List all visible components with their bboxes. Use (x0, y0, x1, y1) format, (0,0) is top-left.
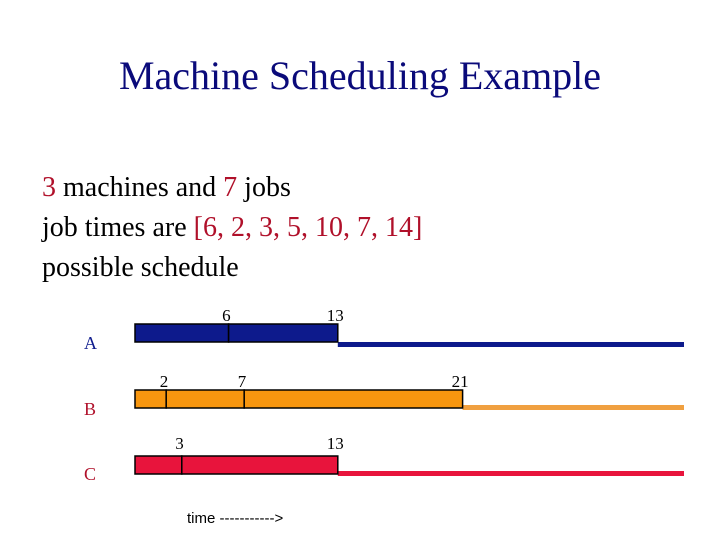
machine-c-time-label: 13 (326, 434, 344, 453)
machine-a-idle-line (338, 342, 684, 347)
machine-b-idle-line (463, 405, 684, 410)
machine-a-time-label: 13 (326, 306, 344, 325)
machine-b-label: B (84, 399, 97, 419)
machine-a-job-bar (229, 324, 338, 342)
machine-b-job-bar (244, 390, 462, 408)
job-times-list: [6, 2, 3, 5, 10, 7, 14] (193, 212, 423, 243)
machine-c-time-label: 3 (175, 434, 184, 453)
slide-title: Machine Scheduling Example (118, 53, 602, 98)
machine-c-label: C (84, 464, 97, 484)
machines-text: machines and (56, 172, 224, 203)
machine-a-label: A (84, 333, 97, 353)
machine-b-time-label: 21 (451, 372, 469, 391)
time-axis-label: time -----------> (187, 510, 284, 527)
bullet-possible-schedule: possible schedule (42, 252, 239, 283)
machine-c-job-bar (182, 456, 338, 474)
machine-b-time-label: 2 (159, 372, 169, 391)
machine-a-time-label: 6 (222, 306, 231, 325)
job-count: 7 (223, 172, 238, 203)
machine-count: 3 (42, 172, 56, 203)
machine-b-job-bar (166, 390, 244, 408)
machine-c-job-bar (135, 456, 182, 474)
jobs-text: jobs (237, 172, 291, 203)
machine-b-time-label: 7 (237, 372, 247, 391)
job-times-prefix: job times are (42, 212, 194, 243)
machine-c-idle-line (338, 471, 684, 476)
machine-b-job-bar (135, 390, 166, 408)
machine-a-job-bar (135, 324, 229, 342)
